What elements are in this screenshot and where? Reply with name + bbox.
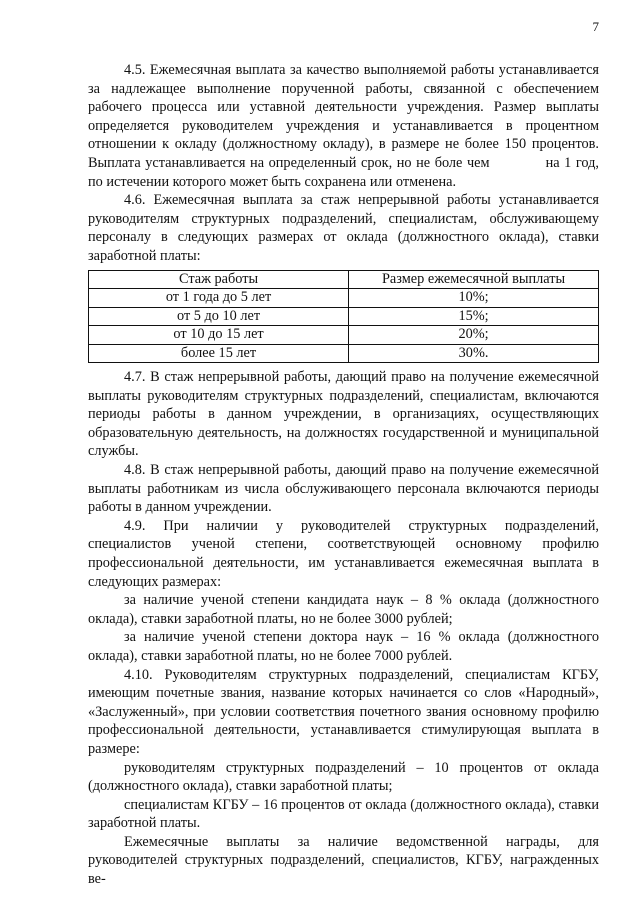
seniority-table [88, 270, 599, 364]
paragraph-candidate: за наличие ученой степени кандидата наук – 8 % оклада (должностного оклада), ставки заработной платы, но не более 3000 рублей; [88, 592, 599, 627]
paragraph-4-6: 4.6. Ежемесячная выплата за стаж непрерывной работы устанавливается руководителям структурных подразделений, специалистам, обслуживающему персоналу в следующих размерах от оклада (должностного оклада), ставки заработной платы: [88, 192, 599, 264]
table-row [89, 307, 599, 326]
paragraph-doctor: за наличие ученой степени доктора наук – 16 % оклада (должностного оклада), ставки заработной платы, но не более 7000 рублей. [88, 629, 599, 664]
table-row [89, 344, 599, 363]
document-body [88, 61, 599, 889]
table-header-row [89, 270, 599, 289]
table-header-cell: Размер ежемесячной выплаты [349, 270, 599, 289]
paragraph-4-7: 4.7. В стаж непрерывной работы, дающий право на получение ежемесячной выплаты руководителям структурных подразделений, специалистам, включаются периоды работы в данном учреждении, в организациях, осуществляющих образовательную деятельность, на должностях государственной и муниципальной службы. [88, 369, 599, 460]
table-cell: от 10 до 15 лет [89, 326, 349, 345]
page-number: 7 [592, 19, 599, 34]
table-row [89, 326, 599, 345]
paragraph-4-5-end: на 1 год, по истечении которого может быть сохранена или отменена. [88, 154, 599, 190]
paragraph-awards: Ежемесячные выплаты за наличие ведомственной награды, для руководителей структурных подразделений, специалистов, КГБУ, награжденных ве- [88, 833, 599, 888]
paragraph-heads: руководителям структурных подразделений – 10 процентов от оклада (должностного оклада), ставки заработной платы; [88, 759, 599, 795]
table-cell: 10%; [349, 289, 599, 308]
paragraph-specialists: специалистам КГБУ – 16 процентов от оклада (должностного оклада), ставки заработной платы. [88, 796, 599, 832]
paragraph-4-5 [88, 61, 599, 191]
table-cell: от 1 года до 5 лет [89, 289, 349, 308]
table-cell: 15%; [349, 307, 599, 326]
paragraph-4-8: 4.8. В стаж непрерывной работы, дающий право на получение ежемесячной выплаты работникам из числа обслуживающего персонала включаются периоды работы в данном учреждении. [88, 462, 599, 516]
table-cell: более 15 лет [89, 344, 349, 363]
paragraph-4-10: 4.10. Руководителям структурных подразделений, специалистам КГБУ, имеющим почетные звания, название которых начинается со слов «Народный», «Заслуженный», при условии соответствия почетного звания основному профилю профессиональной деятельности, устанавливается стимулирующая выплата в размере: [88, 666, 599, 757]
paragraph-4-5-term: Выплата устанавливается на определенный срок, но не боле чем [88, 154, 490, 171]
paragraph-4-9: 4.9. При наличии у руководителей структурных подразделений, специалистов ученой степени, соответствующей основному профилю профессиональной деятельности, им устанавливается ежемесячная выплата в следующих размерах: [88, 517, 599, 590]
table-header-cell: Стаж работы [89, 270, 349, 289]
table-cell: 20%; [349, 326, 599, 345]
table-cell: 30%. [349, 344, 599, 363]
paragraph-4-5-text: 4.5. Ежемесячная выплата за качество выполняемой работы устанавливается за надлежащее выполнение порученной работы, связанной с обеспечением рабочего процесса или уставной деятельности учреждения. Размер выплаты определяется руководителем учреждения и устанавливается в процентном отношении к окладу (должностному окладу), в размере не более 150 процентов. [88, 62, 599, 153]
table-row [89, 289, 599, 308]
table-cell: от 5 до 10 лет [89, 307, 349, 326]
